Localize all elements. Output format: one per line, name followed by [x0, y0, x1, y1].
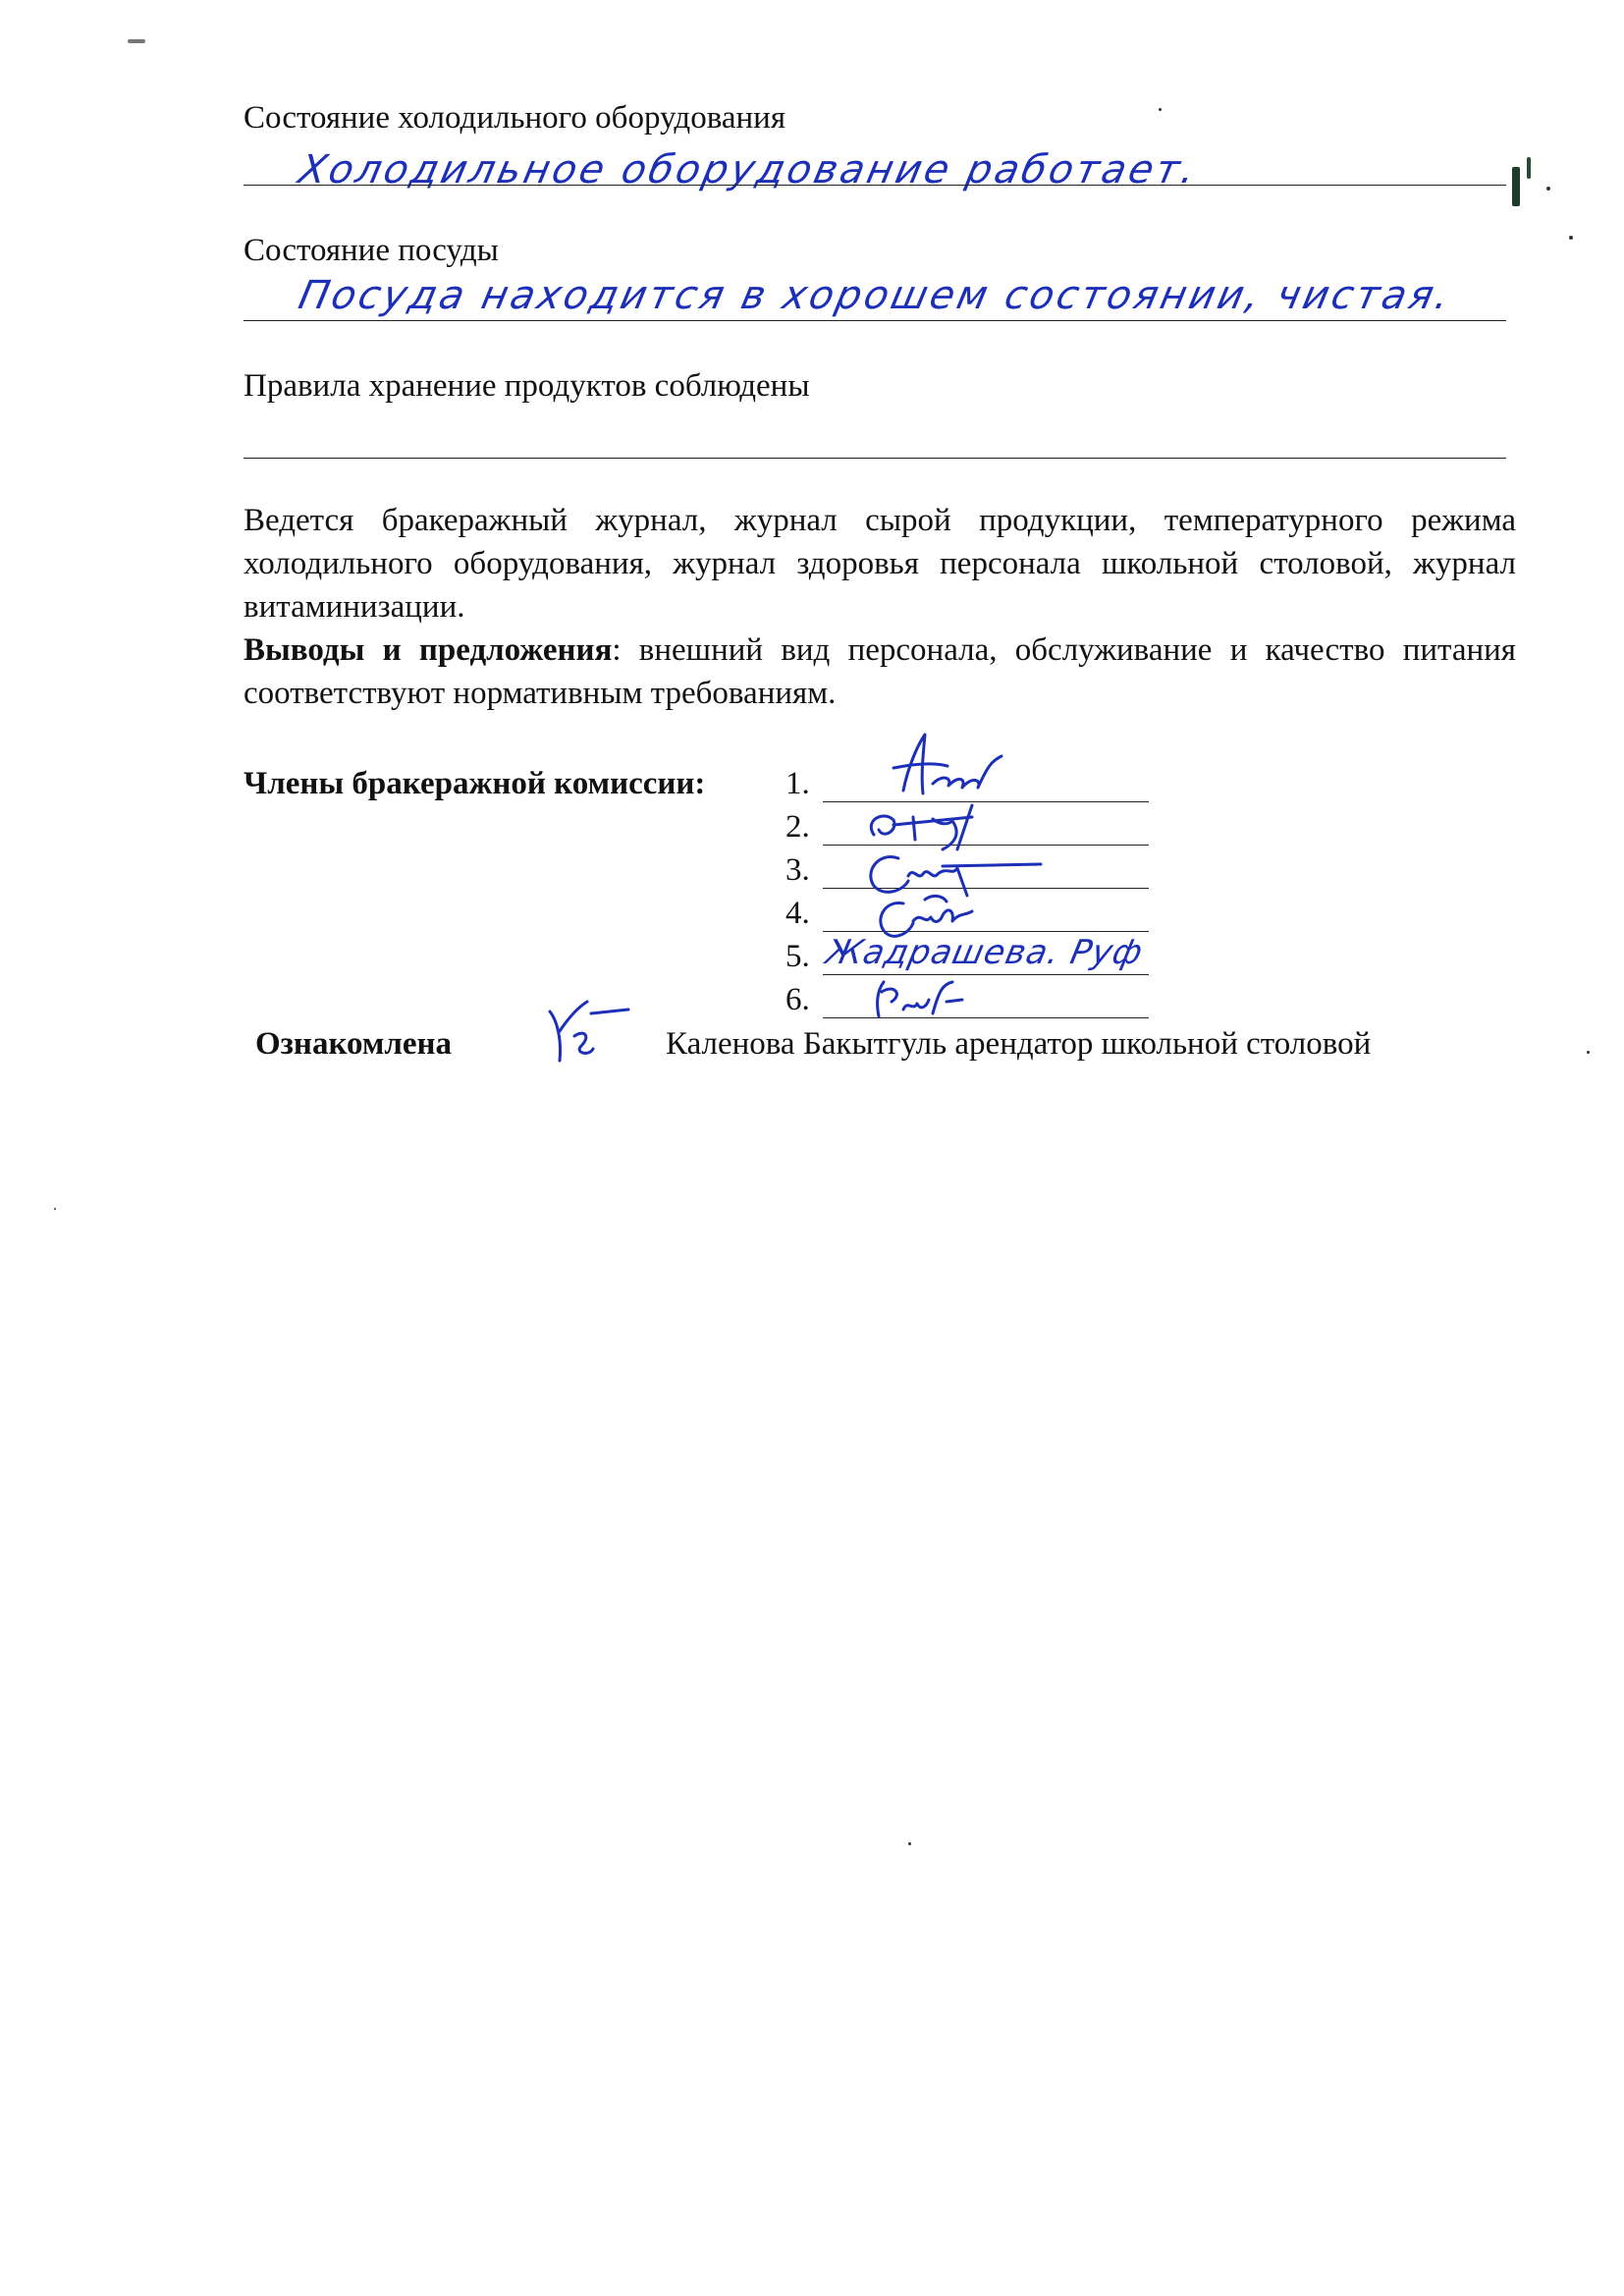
- member-number-3: 3.: [785, 852, 810, 888]
- scan-speck: [908, 1842, 911, 1845]
- acknowledged-name: Каленова Бакытгуль арендатор школьной столовой: [666, 1026, 1372, 1062]
- dishes-label: Состояние посуды: [244, 233, 499, 268]
- fridge-equipment-label: Состояние холодильного оборудования: [244, 100, 786, 136]
- conclusions-paragraph: [244, 629, 1516, 715]
- member-number-4: 4.: [785, 896, 810, 931]
- dishes-underline: [244, 320, 1506, 321]
- member-number-6: 6.: [785, 982, 810, 1017]
- storage-rules-underline: [244, 458, 1506, 459]
- conclusions-text: : внешний вид персонала, обслуживание и качество питания соответствуют нормативным требованиям.: [244, 632, 1516, 711]
- member-signature-1: [864, 727, 1021, 805]
- fridge-equipment-handwritten: Холодильное оборудование работает.: [295, 147, 1203, 192]
- scan-speck: [1159, 108, 1162, 111]
- member-signature-6: [864, 972, 992, 1031]
- acknowledged-label: Ознакомлена: [255, 1026, 453, 1062]
- scan-speck: [1546, 187, 1550, 191]
- member-number-2: 2.: [785, 809, 810, 845]
- scan-mark: [1527, 157, 1531, 179]
- scan-speck: [1569, 236, 1573, 240]
- conclusions-label: Выводы и предложения: [244, 632, 613, 668]
- scan-speck: [54, 1208, 56, 1210]
- commission-label: Члены бракеражной комиссии:: [244, 766, 706, 801]
- scan-speck: [1587, 1051, 1590, 1054]
- member-number-5: 5.: [785, 939, 810, 974]
- scan-mark: [1512, 167, 1520, 206]
- journals-paragraph: Ведется бракеражный журнал, журнал сырой продукции, температурного режима холодильного оборудования, журнал здоровья персонала школьной столовой, журнал витаминизации.: [244, 503, 1516, 625]
- acknowledged-signature: [530, 992, 648, 1070]
- member-handwritten-5: Жадрашева. Руф: [822, 933, 1147, 972]
- dishes-handwritten: Посуда находится в хорошем состоянии, чистая.: [295, 273, 1456, 318]
- storage-rules-label: Правила хранение продуктов соблюдены: [244, 368, 810, 404]
- member-number-1: 1.: [785, 766, 810, 801]
- scan-speck: [128, 39, 145, 43]
- fridge-equipment-underline: [244, 185, 1506, 186]
